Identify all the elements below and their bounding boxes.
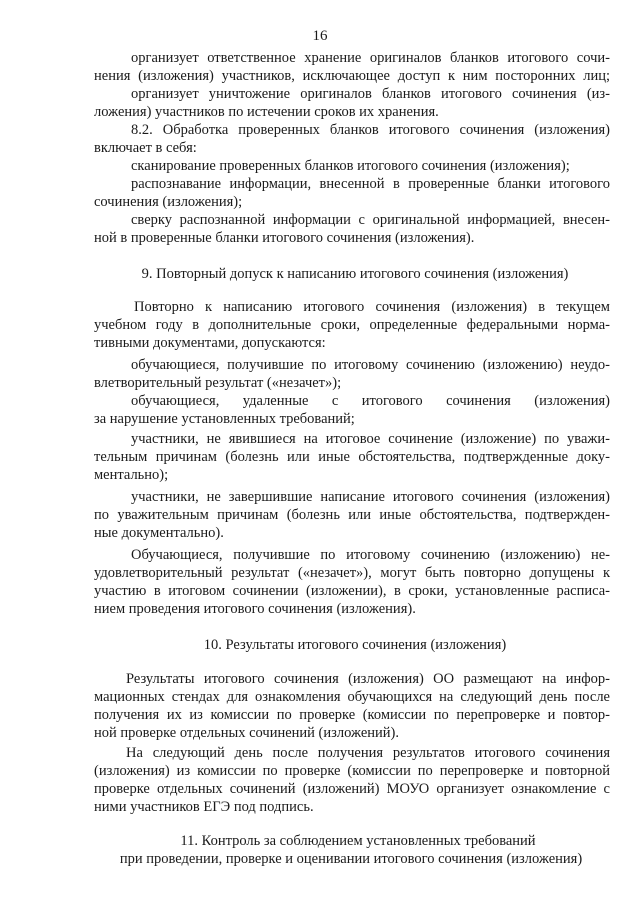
paragraph-line: Результаты итогового сочинения (изложения) ОО размещают на инфор- [126, 671, 610, 687]
paragraph-line: участию в итоговом сочинении (изложении), в сроки, установленные расписа- [94, 583, 610, 599]
paragraph-line: участники, не явившиеся на итоговое сочинение (изложение) по уважи- [131, 431, 610, 447]
paragraph-line: сочинения (изложения); [94, 194, 243, 210]
paragraph-line: ментально); [94, 467, 169, 483]
section-heading-11: 11. Контроль за соблюдением установленных требований [180, 833, 536, 849]
paragraph-line: получения их из комиссии по проверке (комиссии по перепроверке и повтор- [94, 707, 610, 723]
paragraph-line: ними участников ЕГЭ под подпись. [94, 799, 314, 815]
paragraph-line: тельным причинам (болезнь или иные обстоятельства, подтвержденные доку- [94, 449, 610, 465]
paragraph-line: участники, не завершившие написание итогового сочинения (изложения) [131, 489, 610, 505]
paragraph-line: сканирование проверенных бланков итогового сочинения (изложения); [131, 158, 570, 174]
paragraph-line: ложения) участников по истечении сроков их хранения. [94, 104, 439, 120]
paragraph-line: ной в проверенные бланки итогового сочинения (изложения). [94, 230, 475, 246]
paragraph-line: удовлетворительный результат («незачет»), могут быть повторно допущены к [94, 565, 610, 581]
paragraph-line: нием проведения итогового сочинения (изложения). [94, 601, 416, 617]
section-heading-10: 10. Результаты итогового сочинения (изложения) [203, 637, 507, 653]
paragraph-line: На следующий день после получения результатов итогового сочинения [126, 745, 610, 761]
paragraph-line: проверке отдельных сочинений (изложений) МОУО организует ознакомление с [94, 781, 610, 797]
paragraph-line: влетворительный результат («незачет»); [94, 375, 342, 391]
paragraph-line: сверку распознанной информации с оригинальной информацией, внесен- [131, 212, 610, 228]
paragraph-line: тивными документами, допускаются: [94, 335, 326, 351]
paragraph-line: за нарушение установленных требований; [94, 411, 355, 427]
paragraph-line: Обучающиеся, получившие по итоговому сочинению (изложению) не- [131, 547, 610, 563]
paragraph-line: распознавание информации, внесенной в проверенные бланки итогового [131, 176, 610, 192]
paragraph-line: нения (изложения) участников, исключающее доступ к ним посторонних лиц; [94, 68, 610, 84]
paragraph-line: мационных стендах для ознакомления обучающихся на следующий день после [94, 689, 610, 705]
paragraph-line: организует уничтожение оригиналов бланков итогового сочинения (из- [131, 86, 610, 102]
paragraph-line: учебном году в дополнительные сроки, определенные федеральными норма- [94, 317, 610, 333]
section-heading-9: 9. Повторный допуск к написанию итогового сочинения (изложения) [141, 266, 569, 282]
paragraph-line: 8.2. Обработка проверенных бланков итогового сочинения (изложения) [131, 122, 610, 138]
paragraph-line: обучающиеся, удаленные с итогового сочинения (изложения) [131, 393, 610, 409]
paragraph-line: включает в себя: [94, 140, 197, 156]
paragraph-line: ной проверке отдельных сочинений (изложений). [94, 725, 399, 741]
paragraph-line: организует ответственное хранение оригиналов бланков итогового сочи- [131, 50, 610, 66]
paragraph-line: Повторно к написанию итогового сочинения (изложения) в текущем [134, 299, 610, 315]
paragraph-line: (изложения) из комиссии по проверке (комиссии по перепроверке и повторной [94, 763, 610, 779]
page-number: 16 [312, 28, 328, 44]
paragraph-line: ные документально). [94, 525, 224, 541]
paragraph-line: обучающиеся, получившие по итоговому сочинению (изложению) неудо- [131, 357, 610, 373]
section-heading-11-continued: при проведении, проверке и оценивании итогового сочинения (изложения) [119, 851, 583, 867]
paragraph-line: по уважительным причинам (болезнь или иные обстоятельства, подтвержден- [94, 507, 610, 523]
